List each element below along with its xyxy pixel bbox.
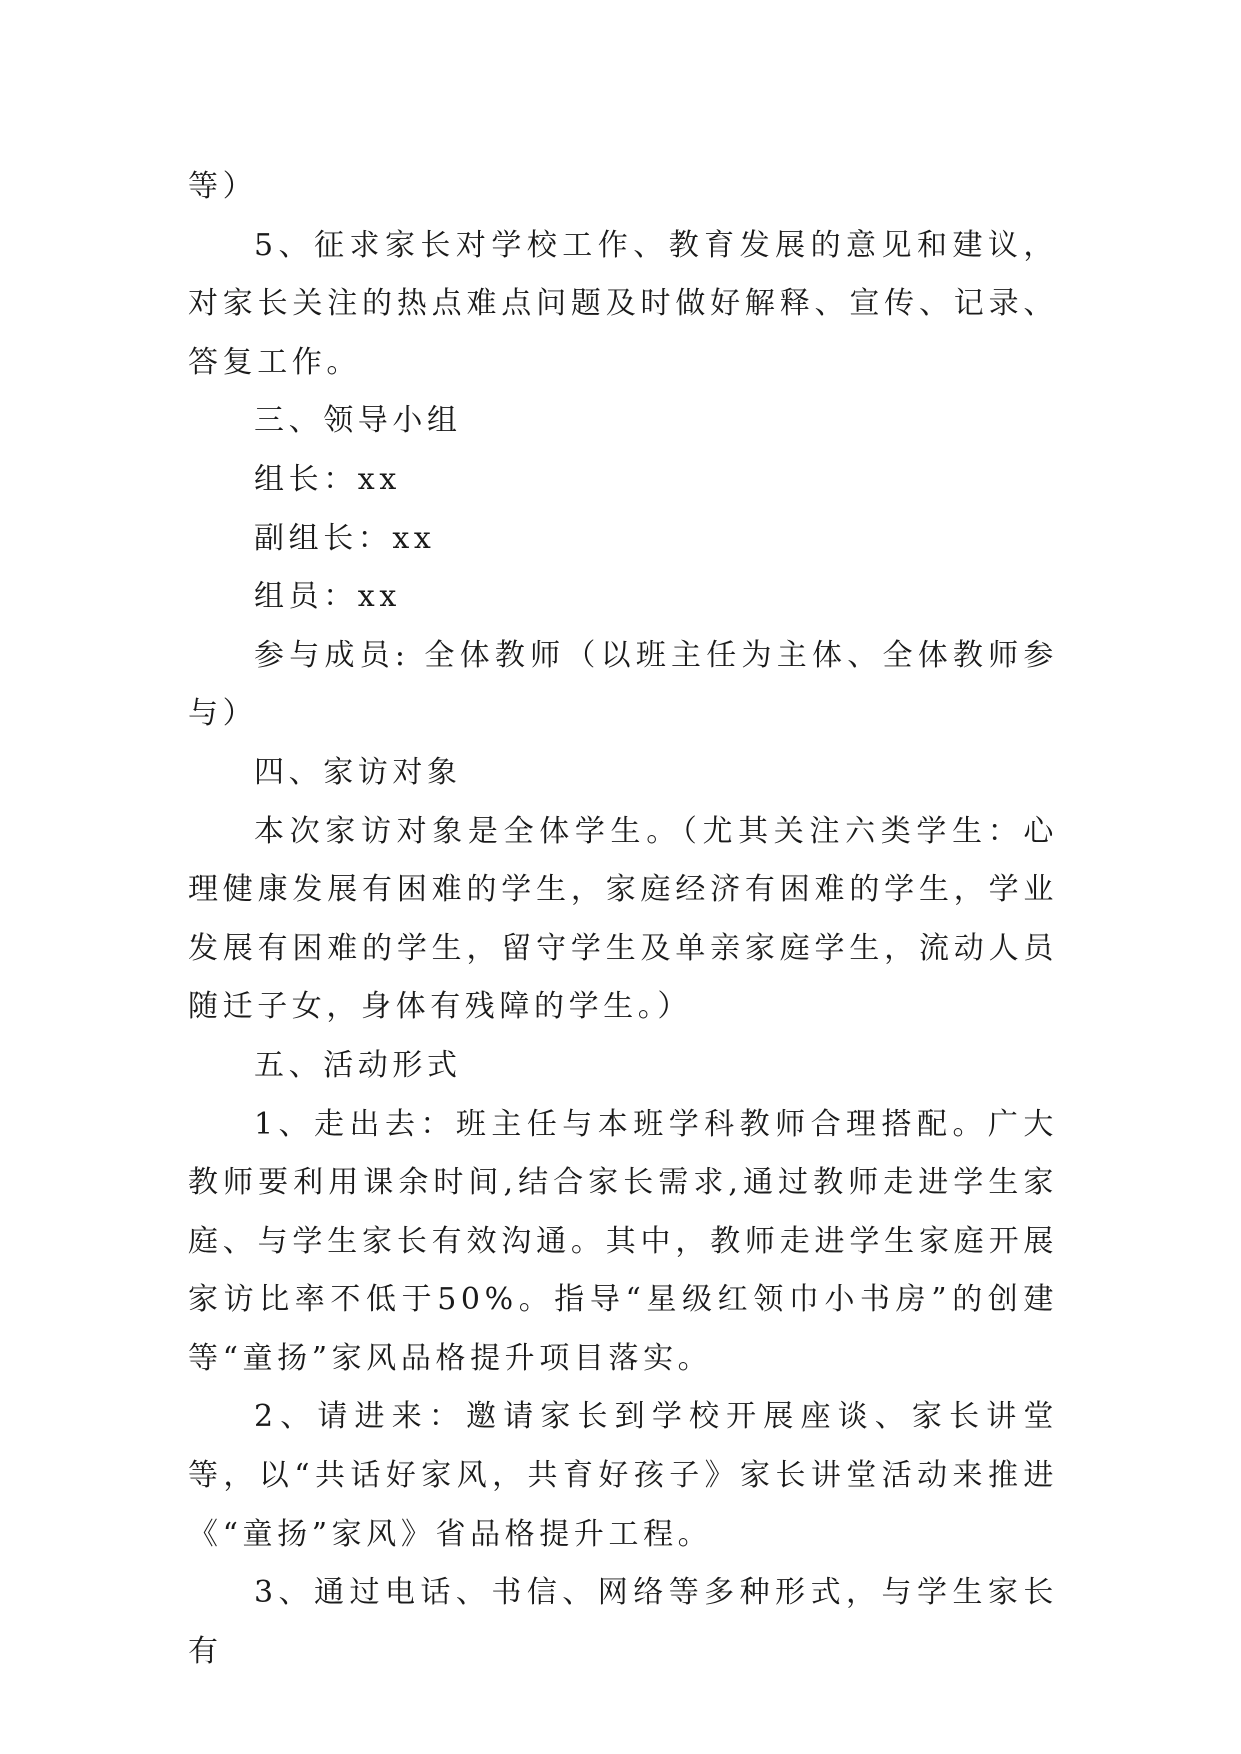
members-line: 组员：xx	[254, 579, 401, 615]
paragraph-go-out: 1、走出去：班主任与本班学科教师合理搭配。广大教师要利用课余时间,结合家长需求,通过教师走进学生家庭、与学生家长有效沟通。其中，教师走进学生家庭开展家访比率不低于50%。指导“星级红领巾小书房”的创建等“童扬”家风品格提升项目落实。	[188, 1106, 1058, 1376]
section-heading-activity-forms: 五、活动形式	[254, 1047, 462, 1083]
body-text	[188, 158, 1058, 1681]
section-heading-visit-targets: 四、家访对象	[254, 754, 462, 790]
paragraph-invite-in: 2、请进来：邀请家长到学校开展座谈、家长讲堂等，以“共话好家风，共育好孩子》家长讲堂活动来推进《“童扬”家风》省品格提升工程。	[188, 1399, 1058, 1552]
paragraph-item-5: 5、征求家长对学校工作、教育发展的意见和建议，对家长关注的热点难点问题及时做好解释、宣传、记录、答复工作。	[188, 227, 1058, 380]
paragraph-visit-targets: 本次家访对象是全体学生。（尤其关注六类学生：心理健康发展有困难的学生，家庭经济有困难的学生，学业发展有困难的学生，留守学生及单亲家庭学生，流动人员随迁子女，身体有残障的学生。）	[188, 813, 1058, 1025]
participants-line: 参与成员: 全体教师（以班主任为主体、全体教师参与）	[188, 637, 1058, 732]
paragraph-other-channels: 3、通过电话、书信、网络等多种形式，与学生家长有	[188, 1575, 1058, 1669]
section-heading-leadership: 三、领导小组	[254, 403, 462, 439]
leader-line: 组长：xx	[254, 461, 401, 497]
paragraph-continuation: 等）	[188, 169, 258, 204]
deputy-leader-line: 副组长：xx	[254, 520, 436, 556]
